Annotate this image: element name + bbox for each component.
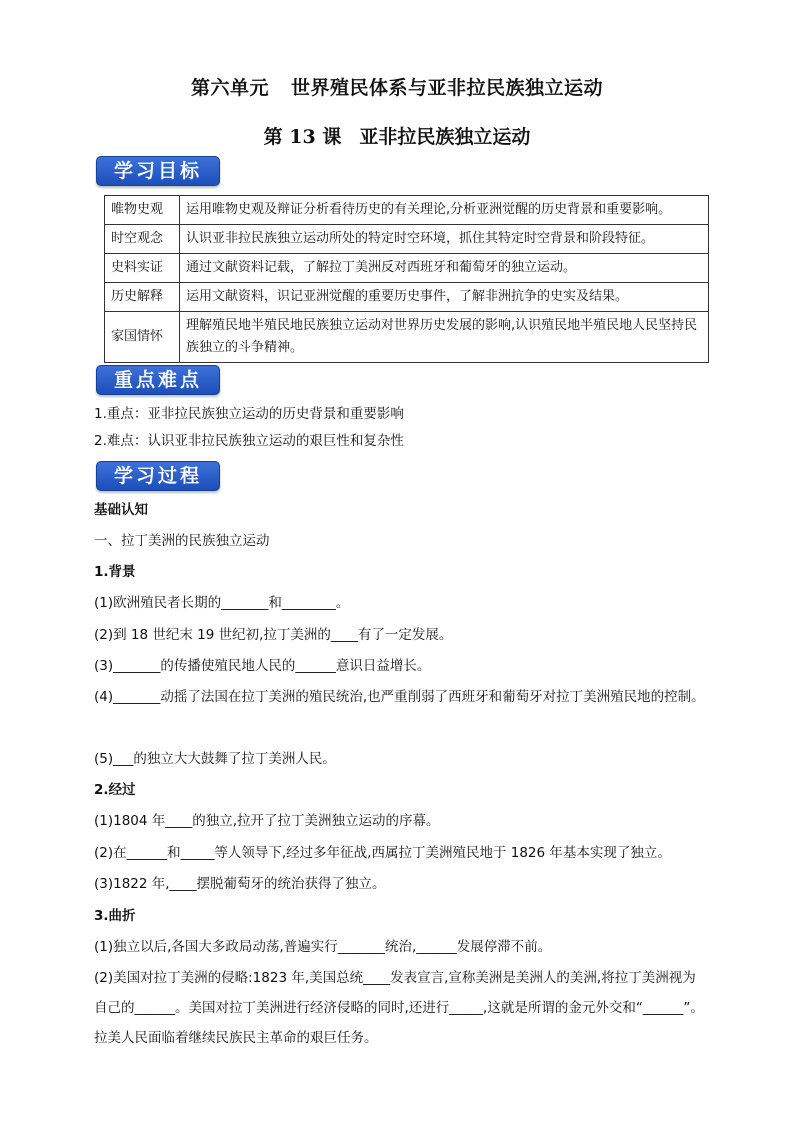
fill-blank-item: (2)到 18 世纪末 19 世纪初,拉丁美洲的____有了一定发展。 bbox=[94, 627, 453, 643]
fill-blank-item: (2)在______和_____等人领导下,经过多年征战,西属拉丁美洲殖民地于 1826 年基本实现了独立。 bbox=[94, 845, 671, 861]
goal-label: 时空观念 bbox=[105, 225, 180, 254]
goal-text: 通过文献资料记载，了解拉丁美洲反对西班牙和葡萄牙的独立运动。 bbox=[180, 254, 709, 283]
goals-table bbox=[104, 195, 709, 363]
goal-label: 历史解释 bbox=[105, 283, 180, 312]
fill-blank-item: (3)1822 年,____摆脱葡萄牙的统治获得了独立。 bbox=[94, 876, 386, 892]
table-row bbox=[105, 283, 709, 312]
table-row bbox=[105, 254, 709, 283]
goal-text: 运用唯物史观及辩证分析看待历史的有关理论,分析亚洲觉醒的历史背景和重要影响。 bbox=[180, 196, 709, 225]
goals-badge: 学习目标 bbox=[96, 156, 220, 186]
process-badge: 学习过程 bbox=[96, 461, 220, 491]
fill-blank-item: (1)1804 年____的独立,拉开了拉丁美洲独立运动的序幕。 bbox=[94, 813, 440, 829]
fill-blank-item: (2)美国对拉丁美洲的侵略:1823 年,美国总统____发表宣言,宣称美洲是美洲人的美洲,将拉丁美洲视为自己的______。美国对拉丁美洲进行经济侵略的同时,还进行_____,这就是所谓的金元外交和“______”。拉美人民面临着继续民族民主革命的艰巨任务。 bbox=[94, 970, 704, 1046]
key-point-item: 2.难点：认识亚非拉民族独立运动的艰巨性和复杂性 bbox=[94, 433, 404, 449]
fill-blank-item: (4)_______动摇了法国在拉丁美洲的殖民统治,也严重削弱了西班牙和葡萄牙对拉丁美洲殖民地的控制。 bbox=[94, 689, 705, 705]
fill-blank-item: (1)欧洲殖民者长期的_______和________。 bbox=[94, 595, 350, 611]
goal-text: 理解殖民地半殖民地民族独立运动对世界历史发展的影响,认识殖民地半殖民地人民坚持民族独立的斗争精神。 bbox=[180, 312, 709, 363]
unit-title bbox=[0, 73, 794, 100]
lesson-title bbox=[0, 122, 794, 149]
unit-title-text: 世界殖民体系与亚非拉民族独立运动 bbox=[291, 77, 604, 99]
section-heading: 一、拉丁美洲的民族独立运动 bbox=[94, 533, 270, 549]
goal-text: 认识亚非拉民族独立运动所处的特定时空环境，抓住其特定时空背景和阶段特征。 bbox=[180, 225, 709, 254]
goal-label: 史料实证 bbox=[105, 254, 180, 283]
fill-blank-item: (3)_______的传播使殖民地人民的______意识日益增长。 bbox=[94, 658, 431, 674]
goal-label: 唯物史观 bbox=[105, 196, 180, 225]
background-heading: 1.背景 bbox=[94, 564, 136, 580]
table-row bbox=[105, 196, 709, 225]
twist-heading: 3.曲折 bbox=[94, 908, 136, 924]
table-row bbox=[105, 225, 709, 254]
fill-blank-item: (5)___的独立大大鼓舞了拉丁美洲人民。 bbox=[94, 751, 336, 767]
fill-blank-item: (1)独立以后,各国大多政局动荡,普遍实行_______统治,______发展停滞不前。 bbox=[94, 939, 552, 955]
lesson-label: 第 13 课 bbox=[263, 126, 342, 148]
goal-text: 运用文献资料，识记亚洲觉醒的重要历史事件，了解非洲抗争的史实及结果。 bbox=[180, 283, 709, 312]
table-row bbox=[105, 312, 709, 363]
key-points-badge: 重点难点 bbox=[96, 365, 220, 395]
goal-label: 家国情怀 bbox=[105, 312, 180, 363]
basic-heading: 基础认知 bbox=[94, 502, 148, 518]
process-heading: 2.经过 bbox=[94, 782, 136, 798]
unit-label: 第六单元 bbox=[190, 77, 269, 99]
lesson-title-text: 亚非拉民族独立运动 bbox=[359, 126, 531, 148]
key-point-item: 1.重点：亚非拉民族独立运动的历史背景和重要影响 bbox=[94, 406, 404, 422]
